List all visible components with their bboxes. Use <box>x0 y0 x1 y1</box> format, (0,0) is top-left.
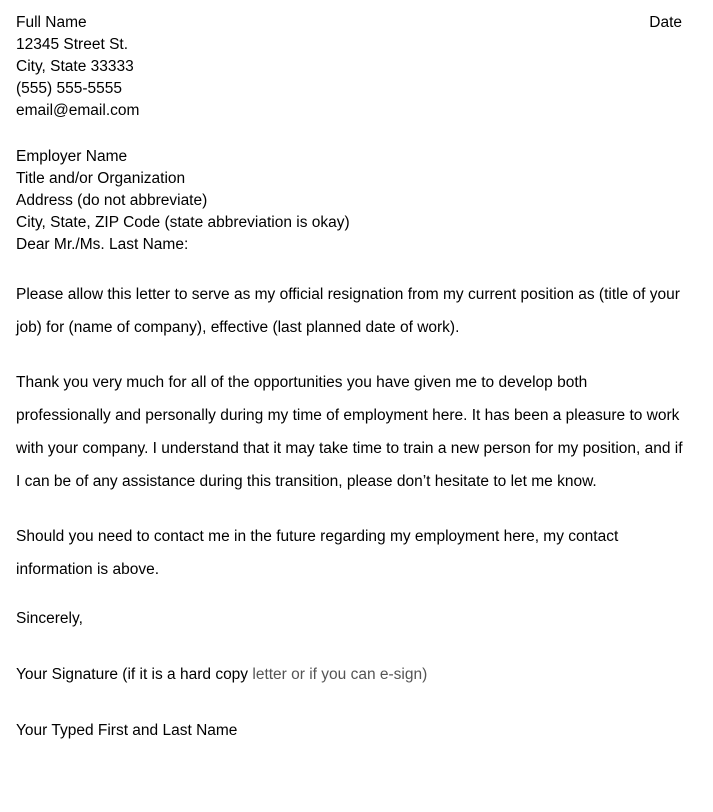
body-paragraph-1: Please allow this letter to serve as my official resignation from my current position as (title of your job) for (name of company), effective (last planned date of work). <box>16 286 680 336</box>
signature-suffix: letter or if you can e-sign) <box>252 666 428 683</box>
resignation-letter <box>16 12 686 742</box>
recipient-city-state-zip: City, State, ZIP Code (state abbreviation is okay) <box>16 214 350 231</box>
header-row <box>16 12 686 34</box>
sign-off: Sincerely, <box>16 610 83 627</box>
signature-line <box>16 664 686 686</box>
recipient-employer-name: Employer Name <box>16 148 128 165</box>
spacer <box>16 344 686 366</box>
spacer <box>16 256 686 278</box>
sender-phone: (555) 555-5555 <box>16 80 122 97</box>
spacer <box>16 630 686 664</box>
signature-prefix: Your Signature (if it is a hard copy <box>16 666 253 683</box>
letter-date: Date <box>649 14 682 31</box>
sender-email: email@email.com <box>16 102 140 119</box>
spacer <box>16 122 686 146</box>
typed-name: Your Typed First and Last Name <box>16 722 238 739</box>
salutation: Dear Mr./Ms. Last Name: <box>16 236 189 253</box>
spacer <box>16 586 686 608</box>
spacer <box>16 498 686 520</box>
body-paragraph-2: Thank you very much for all of the opportunities you have given me to develop both professionally and personally during my time of employment here. It has been a pleasure to work with your company. I understand that it may take time to train a new person for my position, and if I can be of any assistance during this transition, please don’t hesitate to let me know. <box>16 374 683 490</box>
recipient-title-org: Title and/or Organization <box>16 170 186 187</box>
sender-street: 12345 Street St. <box>16 36 129 53</box>
spacer <box>16 686 686 720</box>
recipient-address: Address (do not abbreviate) <box>16 192 208 209</box>
body-paragraph-3: Should you need to contact me in the future regarding my employment here, my contact information is above. <box>16 528 619 578</box>
sender-city-state-zip: City, State 33333 <box>16 58 134 75</box>
sender-full-name: Full Name <box>16 14 87 31</box>
